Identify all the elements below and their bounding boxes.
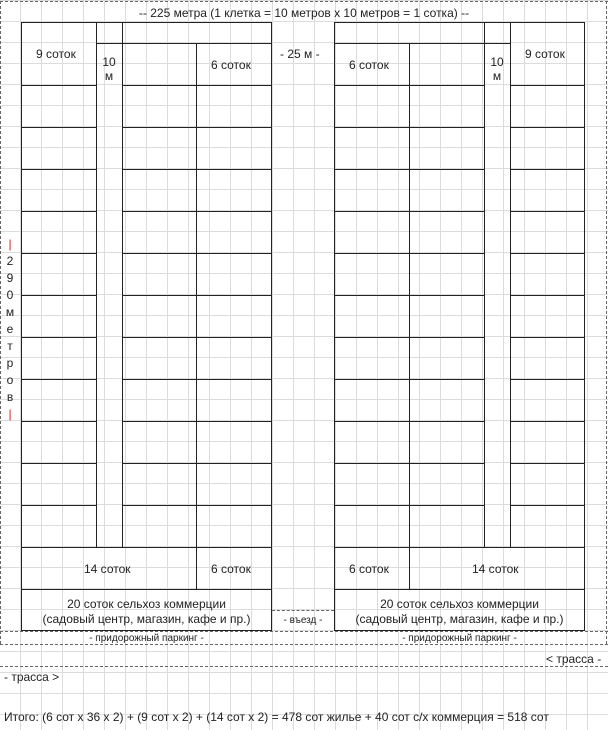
parking-right: - придорожный паркинг - <box>402 633 517 644</box>
width-label: -- 225 метра (1 клетка = 10 метров х 10 метров = 1 сотка) -- <box>138 6 470 20</box>
length-label-char: 0 <box>6 288 14 302</box>
road-width-label: - 25 м - <box>280 47 320 61</box>
highway-left-label: - трасса > <box>4 670 60 684</box>
right-block <box>334 22 585 631</box>
boundary-right <box>606 1 607 644</box>
alley-width-left: 10 м <box>102 55 116 83</box>
length-label <box>0 236 20 423</box>
parking-left: - придорожный паркинг - <box>89 633 204 644</box>
length-label-char: е <box>6 322 14 336</box>
left-col-divider <box>196 43 197 589</box>
entrance-label: - въезд - <box>283 615 323 626</box>
right-col-divider <box>409 43 410 589</box>
alley-width-right: 10 м <box>490 55 504 83</box>
length-label-char: р <box>6 356 14 370</box>
plot-14-left: 14 соток <box>84 562 131 576</box>
plot-9-left: 9 соток <box>36 47 76 61</box>
length-label-char: | <box>8 237 12 251</box>
plot-6-left-top: 6 соток <box>211 58 251 72</box>
entrance-line <box>272 610 334 611</box>
right-col-divider <box>484 22 485 43</box>
right-alley-left-edge <box>484 43 485 547</box>
plot-6-left-bottom: 6 соток <box>211 562 251 576</box>
length-label-char: м <box>5 305 15 319</box>
boundary-bottom <box>0 631 608 632</box>
length-label-char: т <box>7 339 13 353</box>
left-alley-left-edge <box>96 43 97 547</box>
highway-line <box>0 666 608 667</box>
total-summary: Итого: (6 сот х 36 х 2) + (9 сот х 2) + (14 сот х 2) = 478 сот жилье + 40 сот с/х коммерция = 518 сот <box>4 710 549 724</box>
commerce-right: 20 соток сельхоз коммерции (садовый центр, магазин, кафе и пр.) <box>355 597 564 626</box>
highway-right-label: < трасса - <box>546 652 602 666</box>
parking-line <box>0 644 608 645</box>
length-label-char: в <box>6 390 14 404</box>
plot-14-right: 14 соток <box>472 562 519 576</box>
plot-9-right: 9 соток <box>525 47 565 61</box>
left-col-divider <box>122 22 123 43</box>
left-block <box>21 22 272 631</box>
left-col-divider <box>96 22 97 43</box>
length-label-char: о <box>6 373 14 387</box>
boundary-top <box>0 1 608 2</box>
right-col-divider <box>510 22 511 43</box>
plot-6-right-bottom: 6 соток <box>349 562 389 576</box>
length-label-char: 2 <box>6 254 14 268</box>
length-label-char: | <box>8 407 12 421</box>
length-label-char: 9 <box>6 271 14 285</box>
plot-6-right-top: 6 соток <box>349 58 389 72</box>
commerce-left: 20 соток сельхоз коммерции (садовый центр, магазин, кафе и пр.) <box>42 597 251 626</box>
